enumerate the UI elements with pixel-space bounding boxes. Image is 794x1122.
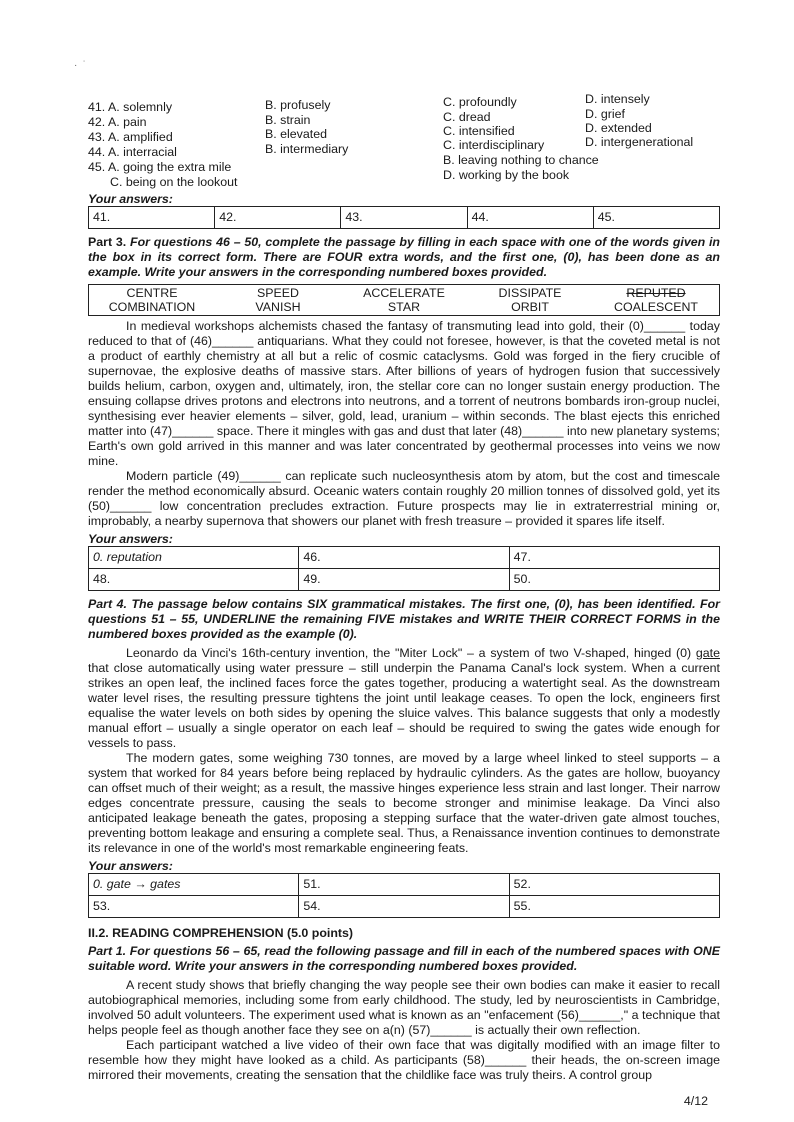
- answer-box-54[interactable]: 54.: [299, 896, 509, 918]
- part3-heading-instructions: For questions 46 – 50, complete the passage by filling in each space with one of the words given in the box in its correct form. There are FOUR extra words, and the first one, (0), has been done as an example. Write your answers in the corresponding numbered boxes provided.: [88, 235, 721, 279]
- answer-box-43[interactable]: 43.: [341, 207, 467, 229]
- word-item: ORBIT: [511, 300, 549, 314]
- answer-box-0: 0. reputation: [89, 547, 299, 569]
- word-item: SPEED: [256, 286, 299, 300]
- option-44c: C. interdisciplinary: [443, 138, 545, 152]
- part4-p1-start: Leonardo da Vinci's 16th-century invention, the "Miter Lock" – a system of two V-shaped, hinged (0): [126, 646, 696, 660]
- word-box: [88, 284, 720, 316]
- option-42a: 42. A. pain: [88, 115, 147, 129]
- answer-box-48[interactable]: 48.: [89, 569, 299, 591]
- answers-label-41: Your answers:: [88, 192, 173, 206]
- option-42d: D. grief: [585, 107, 625, 121]
- option-44b: B. intermediary: [265, 142, 349, 156]
- page-number: 4/12: [683, 1094, 708, 1108]
- answer-table-41-45: [88, 206, 720, 229]
- option-41b: B. profusely: [265, 98, 331, 112]
- answer-box-52[interactable]: 52.: [509, 874, 719, 896]
- exam-page: [88, 88, 720, 1083]
- option-45b: B. leaving nothing to chance: [443, 153, 599, 167]
- option-45a: 45. A. going the extra mile: [88, 160, 232, 174]
- reading-paragraph-1: A recent study shows that briefly changing the way people see their own bodies can make it easier to recall autobiographical memories, including some from early childhood. The study, led by neuroscientists in Cambridge, involved 50 adult volunteers. The experiment used what is known as an "enfacement (56)______," a technique that helps people feel as though another face they see on a(n) (57)______ is actually their own reflection.: [88, 978, 720, 1037]
- answers-label-51: Your answers:: [88, 859, 173, 873]
- mcq-options: [88, 88, 720, 192]
- option-44d: D. intergenerational: [585, 135, 694, 149]
- reading-section-title: II.2. READING COMPREHENSION (5.0 points): [88, 926, 354, 940]
- option-45d: D. working by the book: [443, 168, 570, 182]
- word-item-used: REPUTED: [626, 286, 686, 300]
- word-item: COMBINATION: [108, 300, 196, 314]
- answer-table-46-50: [88, 546, 720, 591]
- word-item: DISSIPATE: [498, 286, 562, 300]
- option-43c: C. intensified: [443, 124, 515, 138]
- word-item: CENTRE: [126, 286, 178, 300]
- option-42c: C. dread: [443, 110, 491, 124]
- answer-box-53[interactable]: 53.: [89, 896, 299, 918]
- reading-paragraph-2: Each participant watched a live video of their own face that was digitally modified with an image filter to resemble how they might have looked as a child. As participants (58)______ their heads, the on-screen image mirrored their movements, creating the sensation that the childlike face was truly theirs. A control group: [88, 1038, 720, 1082]
- option-41c: C. profoundly: [443, 95, 517, 109]
- answer-box-41[interactable]: 41.: [89, 207, 215, 229]
- answers-label-46: Your answers:: [88, 532, 173, 546]
- identified-mistake: gate: [695, 646, 720, 660]
- option-43a: 43. A. amplified: [88, 130, 173, 144]
- scan-marks: · ˙: [74, 60, 87, 71]
- answer-box-0-gate: 0. gate → gates: [89, 874, 299, 896]
- option-41d: D. intensely: [585, 92, 650, 106]
- word-item: COALESCENT: [614, 300, 698, 314]
- option-43b: B. elevated: [265, 127, 327, 141]
- part4-heading: Part 4. The passage below contains SIX grammatical mistakes. The first one, (0), has been identified. For questions 51 – 55, UNDERLINE the remaining FIVE mistakes and WRITE THEIR CORRECT FORMS in the numbered boxes provided as the example (0).: [88, 597, 720, 641]
- part3-paragraph-2: Modern particle (49)______ can replicate such nucleosynthesis atom by atom, but the cost and timescale render the method economically absurd. Oceanic waters contain roughly 20 million tonnes of dissolved gold, yet its (50)______ low concentration precludes extraction. Future prospects may lie in extraterrestrial mining or, improbably, a nearby supernova that showers our planet with fresh treasure – provided it spares life itself.: [88, 469, 720, 528]
- word-item: ACCELERATE: [363, 286, 445, 300]
- answer-box-45[interactable]: 45.: [593, 207, 719, 229]
- option-45c: C. being on the lookout: [110, 175, 238, 189]
- part3-heading: [88, 235, 720, 280]
- option-43d: D. extended: [585, 121, 652, 135]
- answer-box-50[interactable]: 50.: [509, 569, 719, 591]
- part4-paragraph-1: [88, 646, 720, 751]
- answer-box-46[interactable]: 46.: [299, 547, 509, 569]
- answer-box-47[interactable]: 47.: [509, 547, 719, 569]
- answer-box-42[interactable]: 42.: [215, 207, 341, 229]
- answer-table-51-55: [88, 873, 720, 918]
- answer-box-49[interactable]: 49.: [299, 569, 509, 591]
- word-item: VANISH: [255, 300, 301, 314]
- option-41a: 41. A. solemnly: [88, 100, 173, 114]
- option-42b: B. strain: [265, 113, 311, 127]
- part3-paragraph-1: In medieval workshops alchemists chased the fantasy of transmuting lead into gold, their (0)______ today reduced to that of (46)______ antiquarians. What they could not foresee, however, is that the coveted metal is not a product of earthly chemistry at all but a relic of cosmic cataclysms. Gold was forged in the fiery crucible of supernovae, the explosive deaths of massive stars. After billions of years of hydrogen fusion that successively builds helium, carbon, oxygen and, ultimately, iron, the stellar core can no longer sustain energy production. The ensuing collapse drives protons and electrons into neutrons, and a torrent of neutrons bombards iron-group nuclei, synthesising ever heavier elements – silver, gold, lead, uranium – within seconds. The blast ejects this enriched matter into (47)______ space. There it mingles with gas and dust that later (48)______ into new planetary systems; Earth's own gold arrived in this manner and was later concentrated by geothermal processes into veins we now mine.: [88, 319, 720, 468]
- part3-heading-label: Part 3.: [88, 235, 131, 249]
- answer-box-44[interactable]: 44.: [467, 207, 593, 229]
- option-44a: 44. A. interracial: [88, 145, 177, 159]
- word-item: STAR: [387, 300, 421, 314]
- answer-box-51[interactable]: 51.: [299, 874, 509, 896]
- part4-p1-rest: that close automatically using water pressure – still underpin the Panama Canal's lock system. When a current strikes an open leaf, the inclined faces force the gates together, producing a watertight seal. As the downstream water level rises, the resulting pressure tightens the joint until leakage ceases. To open the lock, engineers first equalise the water levels on both sides by opening the sluice valves. This balance suggests that only a modestly manual effort – usually a single operator on each leaf – should be required to swing the gates wide enough for vessels to pass.: [88, 661, 720, 750]
- part4-paragraph-2: The modern gates, some weighing 730 tonnes, are moved by a large wheel linked to steel supports – a system that worked for 84 years before being replaced by hydraulic cylinders. As the gates are hollow, buoyancy can offset much of their weight; as a result, the massive hinges experience less strain and last longer. Their narrow edges concentrate pressure, causing the seals to become stronger and minimise leakage. Da Vinci also anticipated leakage beneath the gates, proposing a stepping surface that the water-driven gate almost touches, preventing bottom leakage and ensuring a complete seal. Thus, a Renaissance invention continues to demonstrate its relevance in one of the world's most remarkable engineering feats.: [88, 751, 720, 855]
- reading-part1-heading: Part 1. For questions 56 – 65, read the following passage and fill in each of the numbered spaces with ONE suitable word. Write your answers in the corresponding numbered boxes provided.: [88, 944, 720, 973]
- answer-box-55[interactable]: 55.: [509, 896, 719, 918]
